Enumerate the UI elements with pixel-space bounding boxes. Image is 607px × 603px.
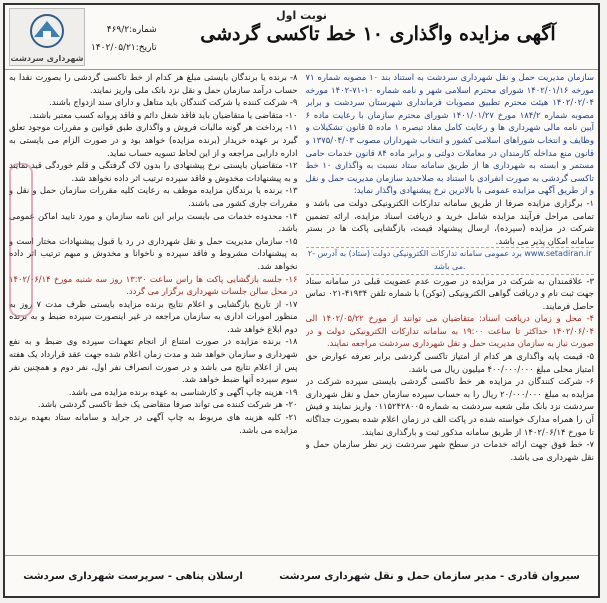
clause: ۱۲- متقاضیان بایستی نرخ پیشنهادی را بدون لاک گرفتگی و قلم خوردگی قید نمایند و به پیشنهادات مخدوش و فاقد سپرده ترتیب اثر داده نخواهد شد.: [9, 160, 298, 183]
clause: ۸- برنده یا برندگان بایستی مبلغ هر کدام از خط تاکسی گردشی را بصورت نقدا به حساب درآمد سازمان حمل و نقل نزد بانک ملی واریز نمایند.: [9, 72, 298, 95]
notice-meta: [91, 21, 157, 57]
clause: ۱- برگزاری مزایده صرفا از طریق سامانه تدارکات الکترونیکی دولت می باشد و تمامی مراحل فرآیند مزایده شامل خرید و دریافت اسناد مزایده، ارائه تضمین شرکت در مزایده (سپرده)، ارسال پیشنهاد قیمت، بازگشایی پاکت ها در بستر سامانه امکان پذیر می باشد.: [305, 197, 594, 246]
date-value: ۱۴۰۲/۰۵/۲۱: [91, 43, 136, 53]
clause: ۲۱- کلیه هزینه های مربوط به چاپ آگهی در جراید و سامانه ستاد بعهده برنده مزایده می باشد.: [9, 412, 298, 435]
edition-label: نوبت اول: [276, 9, 327, 22]
municipality-logo: [9, 8, 85, 66]
clause: ۷- خط فوق جهت ارائه خدمات در سطح شهر سردشت زیر نظر سازمان حمل و نقل شهرداری می باشد.: [305, 439, 594, 462]
right-column: [306, 71, 595, 557]
clause: ۱۱- پرداخت هر گونه مالیات فروش و واگذاری طبق قوانین و مقررات موجود تعلق گیرد بر عهده خریدار (برنده مزایده) خواهد بود و در صورت الزام می بایستی به اداره دارایی مراجعه و از این لحاظ تسویه حساب نماید.: [9, 122, 298, 158]
clause: ۱۹- هزینه چاپ آگهی و کارشناسی به عهده برنده مزایده می باشد.: [68, 386, 298, 397]
emblem-icon: [10, 9, 84, 53]
clause: ۳- علاقمندان به شرکت در مزایده در صورت عدم عضویت قبلی در سامانه ستاد جهت ثبت نام و دریافت گواهی الکترونیکی (توکن) با شماره تلفن ۴۱۹۳۴-۰۲۱ تماس حاصل فرمایند.: [305, 275, 594, 311]
clause-opening: ۱۶- جلسه بازگشایی پاکت ها راس ساعت ۱۳:۳۰ روز سه شنبه مورخ ۱۴۰۲/۰۶/۱۴ در محل سالن جلسات شهرداری برگزار می گردد.: [9, 273, 298, 297]
clause-schedule: ۴- محل و زمان دریافت اسناد: متقاضیان می توانند از مورخ ۱۴۰۲/۰۵/۲۲ الی ۱۴۰۲/۰۶/۰۴ حداکثر تا ساعت ۱۹:۰۰ به سامانه تدارکات الکترونیکی دولت و در صورت نیاز به سازمان مدیریت حمل و نقل شهرداری سردشت مراجعه نمایند.: [305, 313, 594, 349]
auction-notice: [3, 3, 600, 598]
left-column: [9, 71, 298, 557]
notice-header: [5, 5, 598, 70]
clause: ۱۸- برنده مزایده در صورت امتناع از انجام تعهدات سپرده وی ضبط و به نفع شهرداری و سازمان خواهد شد و مدت زمان اعلام شده جهت عقد قرارداد یک هفته پس از اعلام نتایج می باشد و در صورت انصراف نفر اول، نفر دوم و همچنین نفر سوم سپرده آنها ضبط خواهد شد.: [9, 336, 298, 385]
clause: ۱۴- محدوده خدمات می بایست برابر این نامه سازمان و مورد تایید اماکن عمومی باشد.: [9, 210, 298, 234]
logo-caption: شهرداری سردشت: [10, 54, 84, 63]
notice-signatures: [5, 555, 598, 596]
notice-number: [91, 21, 157, 39]
notice-title: آگهی مزایده واگذاری ۱۰ خط تاکسی گردشی: [200, 23, 556, 45]
clause: ۱۰- متقاضی یا متقاضیان باید فاقد شغل دائم و فاقد پروانه کسب معتبر باشند.: [29, 109, 298, 120]
clause: ۹- شرکت کننده یا شرکت کنندگان باید متاهل و دارای سند ازدواج باشند.: [49, 97, 298, 108]
clause: ۲۰- هر شرکت کننده می تواند صرفا متقاضی یک خط تاکسی گردشی باشد.: [37, 399, 298, 410]
intro-paragraph: سازمان مدیریت حمل و نقل شهرداری سردشت به استناد بند ۱۰ مصوبه شماره ۷۱ مورخه ۱۴۰۲/۰۱/۱۶ شورای محترم اسلامی شهر و نامه شماره ۱۰-۷۱-۱۴۰۲ مورخه ۱۴۰۲/۰۲/۰۴ هیئت محترم تطبیق مصوبات فرمانداری شهرستان سردشت و برابر مصوبه شماره ۱۸۴/۲ مورخ ۱۴۰۱/۰۱/۲۷ شورای محترم سازمان با رعایت ماده ۶ آیین نامه مالی شهرداری ها و رعایت کامل مفاد تبصره ۱ ماده ۵ قانون تشکیلات و وظایف و انتخاب شوراهای اسلامی کشور و انتخاب شهرداران مصوب ۱۳۷۵/۰۴/۰۳ و قانون منع مداخله کارمندان در معاملات دولتی و برابر ماده ۸۴ قانون خدمات حامی مستمر و ابسته به شهرداری ها از طریق سامانه ستاد نسبت به واگذاری ۱۰ خط تاکسی گردشی به صورت انفرادی با استناد به صلاحدید سازمان مدیریت حمل و نقل و از طریق آگهی مزایده عمومی با بالاترین نرخ پیشنهادی واگذار نماید:: [305, 72, 594, 196]
clause: ۱۷- از تاریخ بازگشایی و اعلام نتایج برنده مزایده بایستی ظرف مدت ۷ روز به منظور امورات اداری به سازمان مراجعه در غیر اینصورت سپرده ضبط و به برنده دوم ابلاغ خواهد شد.: [9, 298, 298, 334]
number-label: شماره:: [129, 25, 157, 35]
date-label: تاریخ:: [135, 43, 157, 53]
clause: ۱۳- برنده یا برندگان مزایده موظف به رعایت کلیه مقررات سازمان حمل و نقل و مقررات جاری کشور می باشند.: [9, 185, 298, 208]
clause: ۶- شرکت کنندگان در مزایده هر خط تاکسی گردشی بایستی سپرده شرکت در مزایده به مبلغ ۲۰/۰۰۰/۰۰۰ ریال را به حساب سپرده سازمان حمل و نقل شهرداری سردشت نزد بانک ملی شعبه سردشت به شماره ۰۱۱۵۲۴۲۸۰۰۵ واریز نمایند و فیش آن را همراه مدارک خواسته شده در پاکت الف در زمان اعلام شده بصورت جداگانه تا مورخ ۱۴۰۲/۰۶/۱۴ از طریق سامانه مذکور ثبت و بارگذاری نمایند.: [305, 376, 594, 437]
signature-mayor: ارسلان پناهی - سرپرست شهرداری سردشت: [23, 570, 243, 582]
setad-link[interactable]: ۲- برد عمومی سامانه تدارکات الکترونیکی دولت (ستاد) به آدرس www.setadiran.ir می باشد.: [306, 247, 595, 274]
clause: ۱۵- سازمان مدیریت حمل و نقل شهرداری در رد یا قبول پیشنهادات مختار است و به پیشنهادات مشروط و فاقد سپرده و ناخوانا و مخدوش و مبهم ترتیب اثر داده نخواهد شد.: [9, 235, 298, 271]
signature-director: سیروان قادری - مدیر سازمان حمل و نقل شهرداری سردشت: [279, 570, 580, 582]
number-value: ۴۶۹/۲: [106, 25, 130, 35]
clause: ۵- قیمت پایه واگذاری هر کدام از امتیاز تاکسی گردشی برابر تعرفه عوارض حق امتیاز محلی مبلغ ۴۰۰/۰۰۰/۰۰۰ میلیون ریال می باشد.: [305, 351, 594, 374]
notice-date: [91, 39, 157, 57]
notice-body: [9, 71, 594, 557]
